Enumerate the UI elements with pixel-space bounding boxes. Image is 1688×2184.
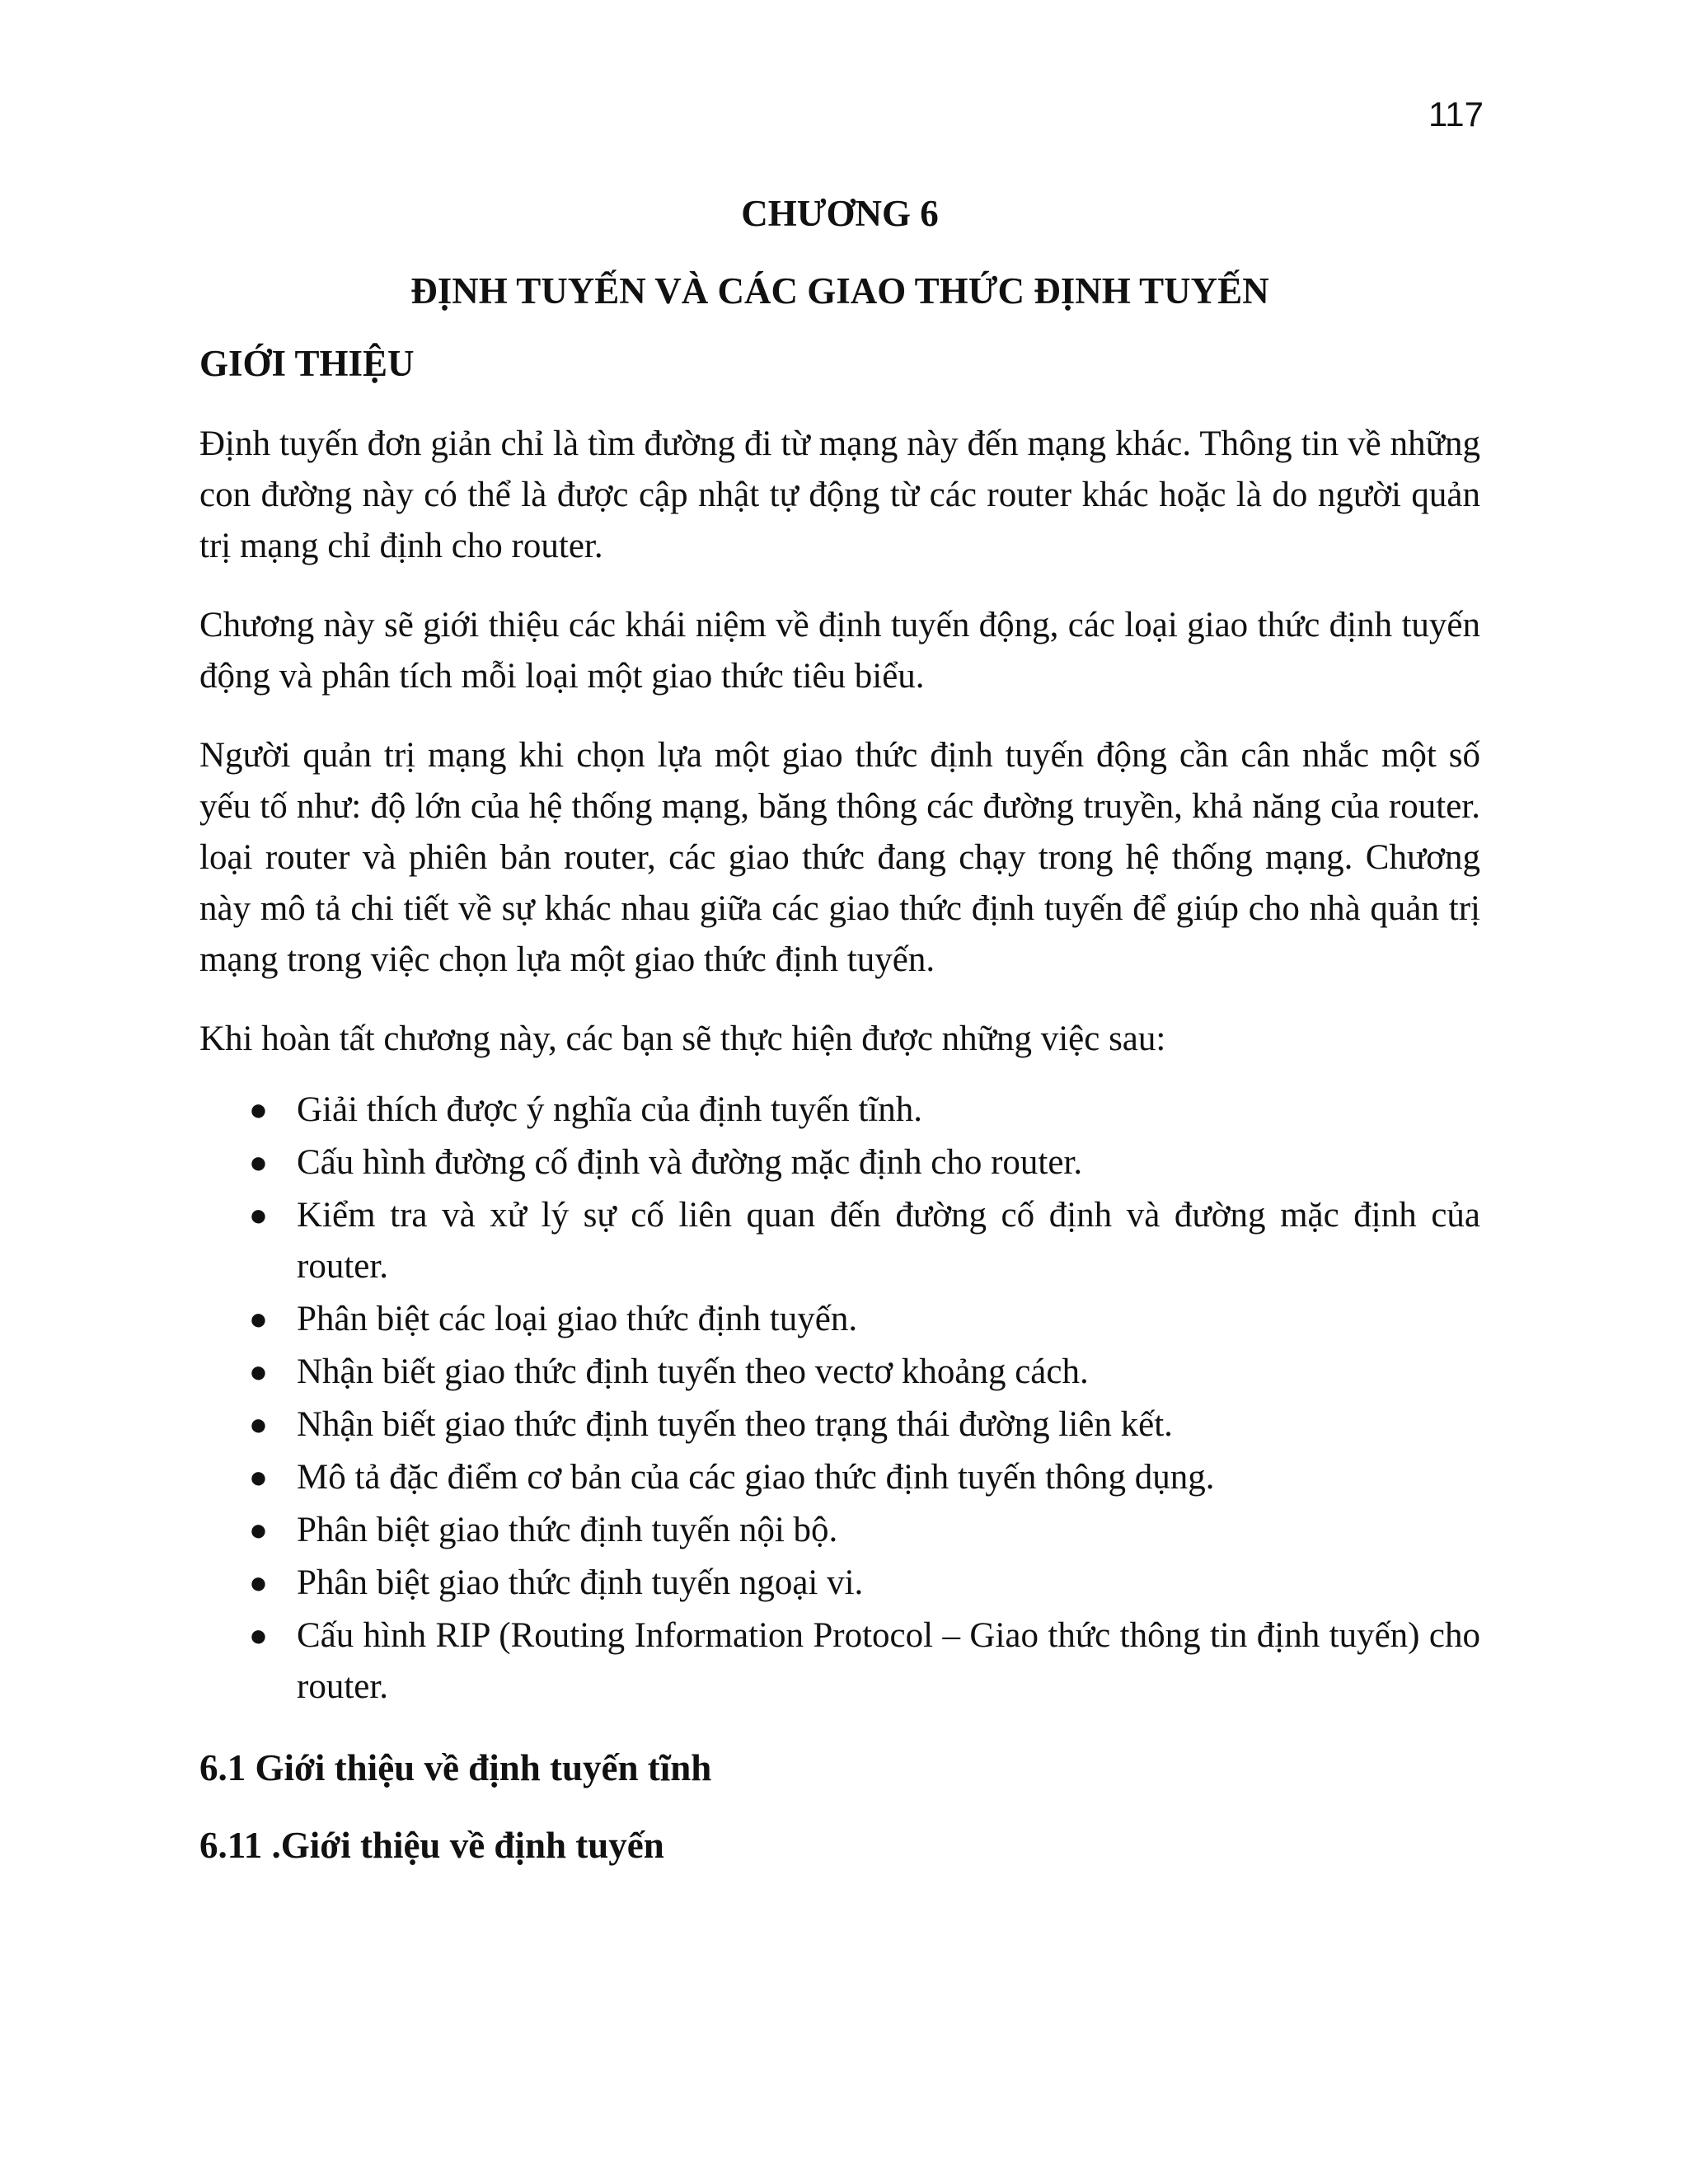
bullet-icon: ● [249, 1619, 268, 1653]
intro-heading: GIỚI THIỆU [199, 343, 415, 384]
objective-text: Mô tả đặc điểm cơ bản của các giao thức định tuyến thông dụng. [297, 1458, 1215, 1497]
page-content [199, 191, 1480, 1868]
objective-text: Cấu hình đường cố định và đường mặc định cho router. [297, 1143, 1083, 1182]
objective-text: Cấu hình RIP (Routing Information Protocol – Giao thức thông tin định tuyến) cho router. [297, 1616, 1480, 1706]
bullet-icon: ● [249, 1513, 268, 1548]
objective-item [199, 1294, 1480, 1345]
intro-paragraph: Định tuyến đơn giản chỉ là tìm đường đi từ mạng này đến mạng khác. Thông tin về những con đường này có thể là được cập nhật tự động từ các router khác hoặc là do người quản trị mạng chỉ định cho router. [199, 424, 1480, 565]
objective-item [199, 1505, 1480, 1556]
bullet-icon: ● [249, 1460, 268, 1495]
objective-text: Phân biệt giao thức định tuyến nội bộ. [297, 1511, 838, 1549]
objective-text: Giải thích được ý nghĩa của định tuyến tĩnh. [297, 1090, 922, 1129]
objective-item [199, 1137, 1480, 1188]
objective-item [199, 1347, 1480, 1398]
bullet-icon: ● [249, 1566, 268, 1601]
objective-item [199, 1190, 1480, 1292]
objective-text: Kiểm tra và xử lý sự cố liên quan đến đường cố định và đường mặc định của router. [297, 1196, 1480, 1286]
subsection-heading: 6.11 .Giới thiệu về định tuyến [199, 1825, 664, 1866]
objective-text: Nhận biết giao thức định tuyến theo vectơ khoảng cách. [297, 1352, 1089, 1391]
objective-item [199, 1399, 1480, 1451]
objective-item [199, 1558, 1480, 1609]
chapter-title: CHƯƠNG 6 [741, 193, 939, 234]
chapter-subtitle: ĐỊNH TUYẾN VÀ CÁC GIAO THỨC ĐỊNH TUYẾN [410, 270, 1269, 312]
objective-item [199, 1085, 1480, 1136]
bullet-icon: ● [249, 1093, 268, 1127]
objective-text: Nhận biết giao thức định tuyến theo trạng thái đường liên kết. [297, 1405, 1173, 1444]
bullet-icon: ● [249, 1355, 268, 1390]
bullet-icon: ● [249, 1198, 268, 1233]
section-heading: 6.1 Giới thiệu về định tuyến tĩnh [199, 1747, 712, 1788]
intro-paragraph: Người quản trị mạng khi chọn lựa một giao thức định tuyến động cần cân nhắc một số yếu tố như: độ lớn của hệ thống mạng, băng thông các đường truyền, khả năng của router. loại router và phiên bản router, các giao thức đang chạy trong hệ thống mạng. Chương này mô tả chi tiết về sự khác nhau giữa các giao thức định tuyến để giúp cho nhà quản trị mạng trong việc chọn lựa một giao thức định tuyến. [199, 736, 1480, 979]
page-number: 117 [1428, 95, 1484, 134]
objectives-list [199, 1085, 1480, 1713]
bullet-icon: ● [249, 1302, 268, 1337]
intro-paragraph: Khi hoàn tất chương này, các bạn sẽ thực hiện được những việc sau: [199, 1019, 1166, 1058]
intro-paragraph: Chương này sẽ giới thiệu các khái niệm về định tuyến động, các loại giao thức định tuyến động và phân tích mỗi loại một giao thức tiêu biểu. [199, 606, 1480, 696]
objective-item [199, 1452, 1480, 1503]
bullet-icon: ● [249, 1146, 268, 1180]
objective-text: Phân biệt giao thức định tuyến ngoại vi. [297, 1563, 864, 1602]
objective-item [199, 1610, 1480, 1713]
objective-text: Phân biệt các loại giao thức định tuyến. [297, 1300, 858, 1338]
bullet-icon: ● [249, 1408, 268, 1442]
